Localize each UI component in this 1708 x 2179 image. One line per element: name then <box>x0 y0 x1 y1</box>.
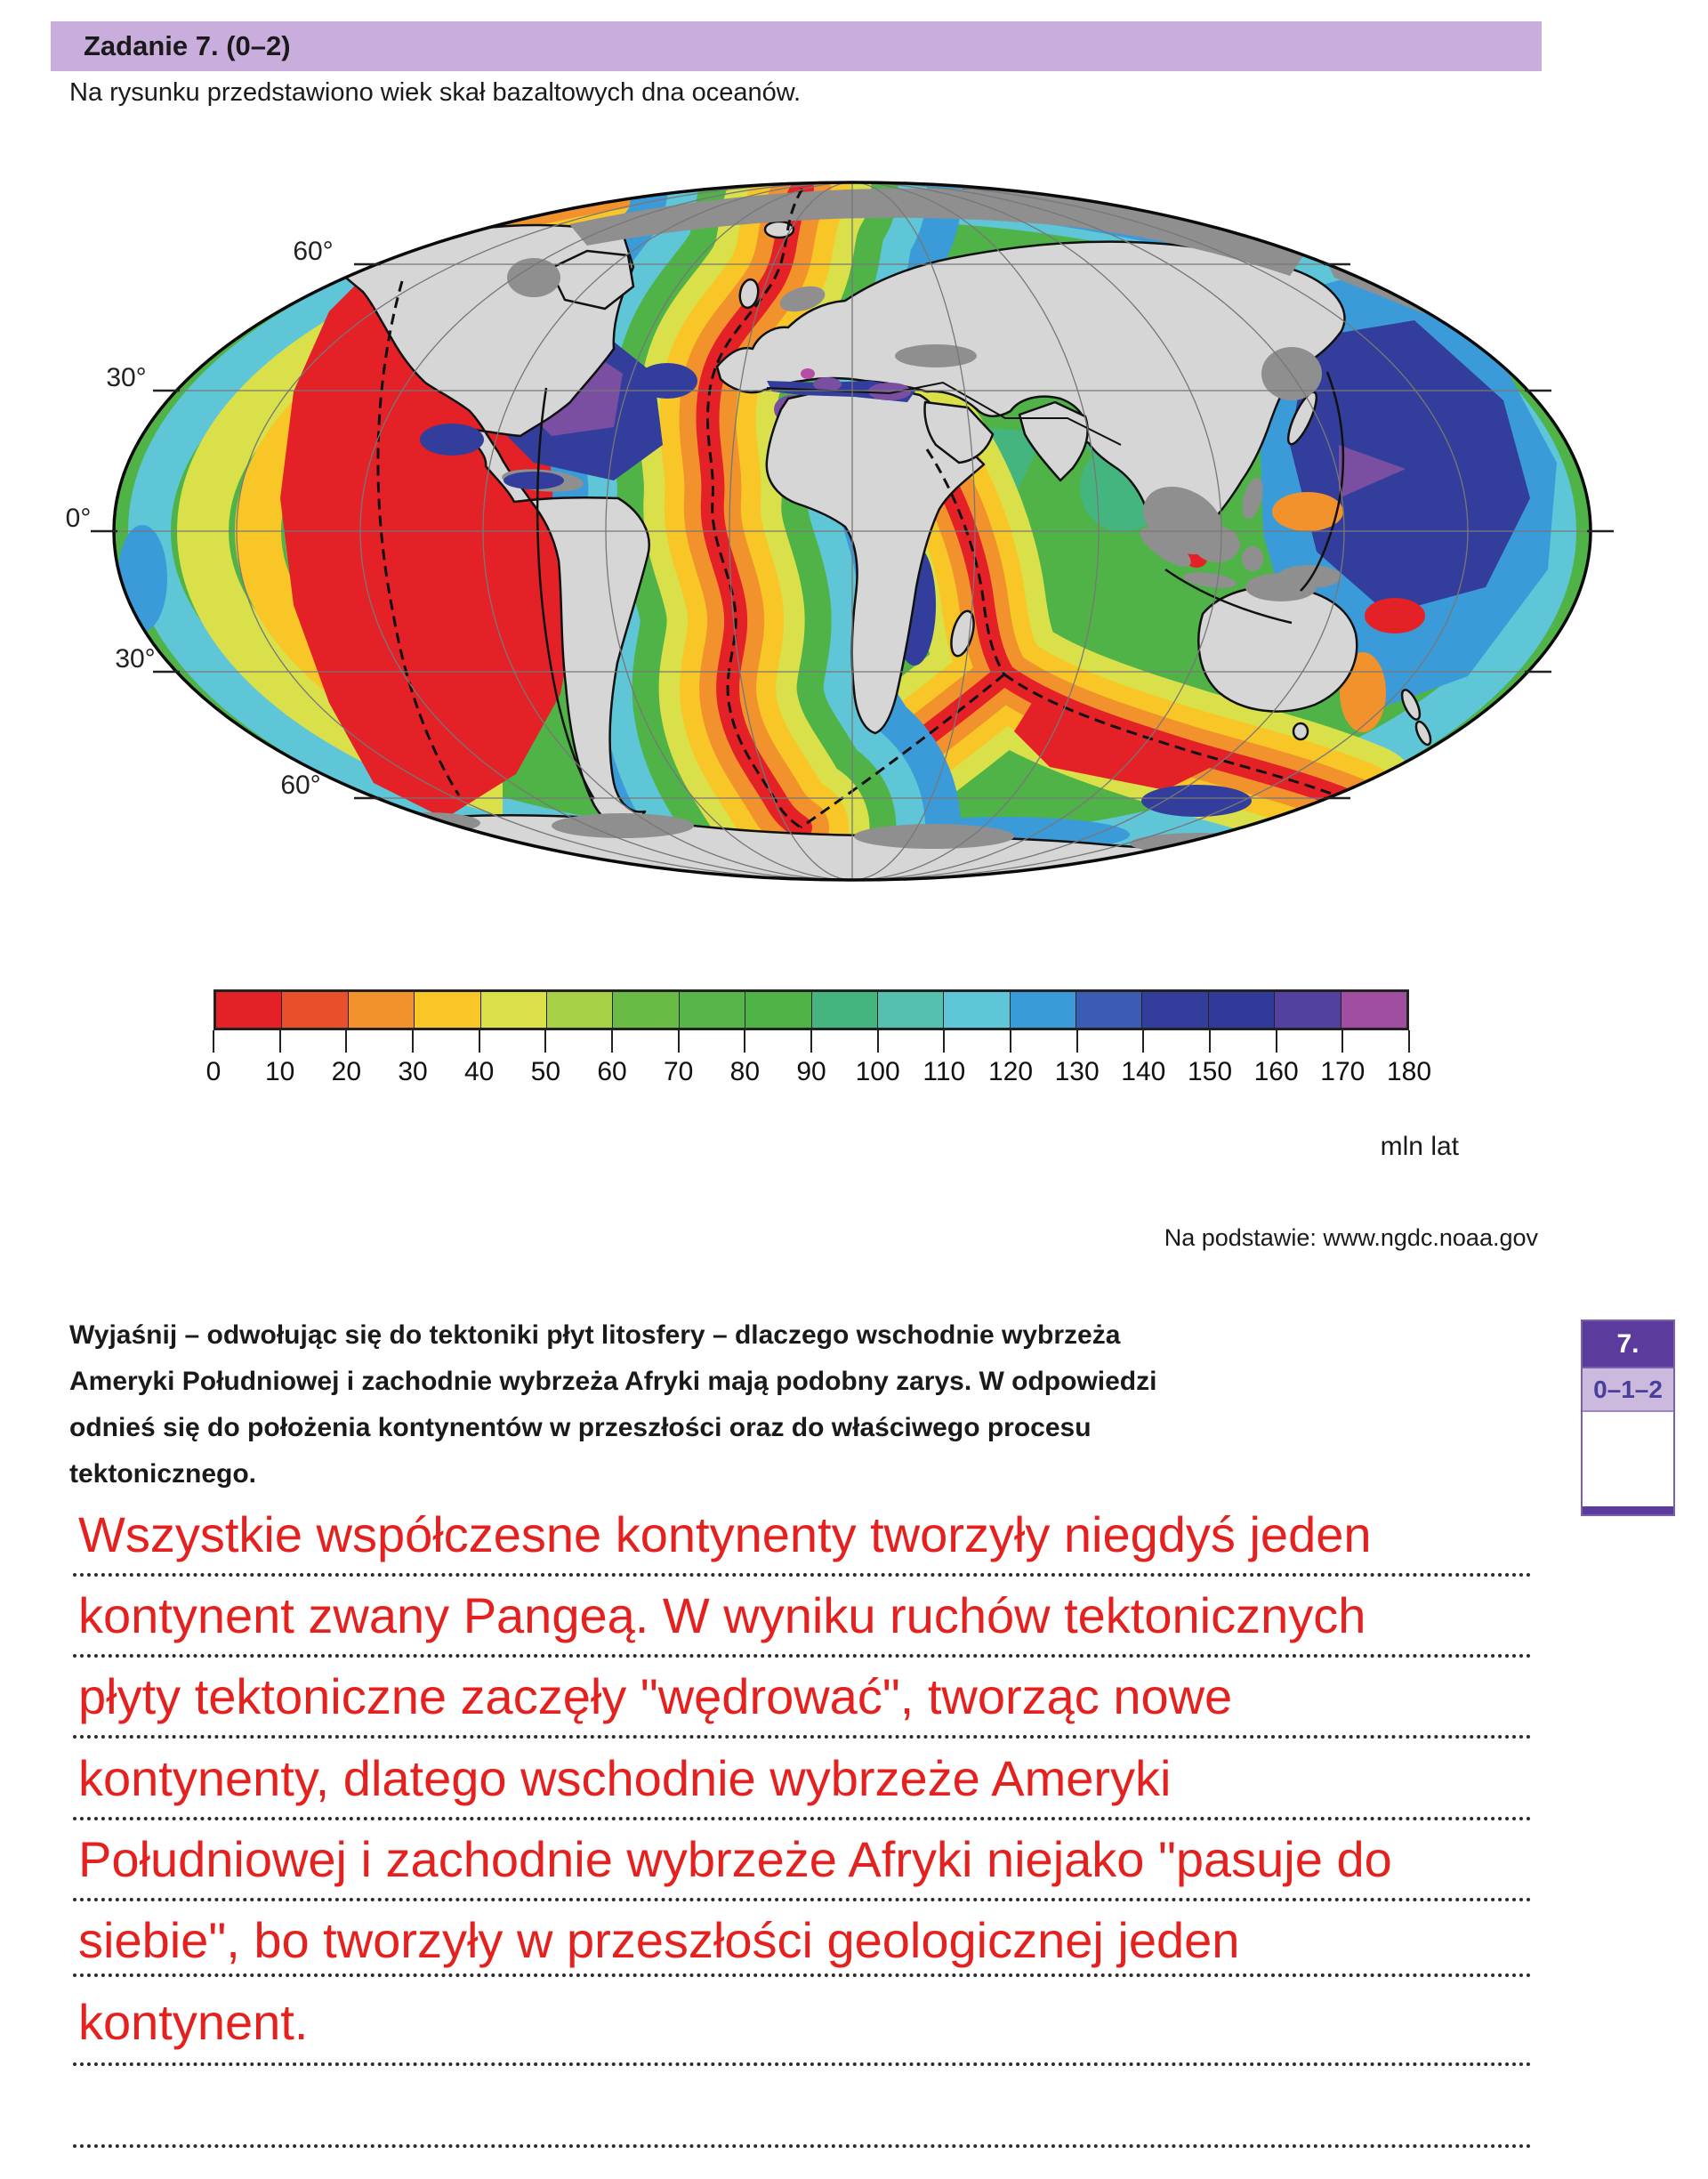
answer-rule-line[interactable] <box>73 2062 1532 2066</box>
answer-text-line: kontynent zwany Pangeą. W wyniku ruchów tektonicznych <box>78 1587 1366 1643</box>
colorbar-tick-value: 80 <box>729 1057 761 1086</box>
colorbar-tick-value: 110 <box>922 1057 966 1086</box>
colorbar-tick <box>877 1030 879 1053</box>
colorbar-tick-value: 170 <box>1320 1057 1366 1086</box>
colorbar-cell <box>1141 992 1207 1028</box>
answer-text-line: siebie", bo tworzyły w przeszłości geologicznej jeden <box>78 1912 1240 1968</box>
colorbar-tick <box>412 1030 414 1053</box>
colorbar-tick <box>1408 1030 1410 1053</box>
colorbar-ticks <box>214 1030 1413 1053</box>
question-text <box>69 1312 1156 1497</box>
colorbar-cell <box>281 992 347 1028</box>
colorbar-tick-value: 140 <box>1121 1057 1166 1086</box>
colorbar-cell <box>1208 992 1274 1028</box>
colorbar-cell <box>216 992 281 1028</box>
answer-text-line: kontynenty, dlatego wschodnie wybrzeże Ameryki <box>78 1750 1172 1806</box>
colorbar-tick-value: 70 <box>663 1057 694 1086</box>
colorbar-tick-value: 120 <box>987 1057 1034 1086</box>
colorbar-cell <box>877 992 943 1028</box>
colorbar-cell <box>811 992 877 1028</box>
colorbar-tick-value: 160 <box>1253 1057 1299 1086</box>
colorbar-cell <box>1274 992 1340 1028</box>
colorbar-tick-value: 100 <box>855 1057 900 1086</box>
answer-rule-line[interactable] <box>73 1654 1532 1658</box>
colorbar-cell <box>546 992 612 1028</box>
answer-rule-line[interactable] <box>73 1898 1532 1901</box>
latitude-label: 30° <box>106 363 147 392</box>
colorbar-tick-value: 0 <box>205 1057 222 1086</box>
colorbar-tick <box>611 1030 613 1053</box>
figure-source: Na podstawie: www.ngdc.noaa.gov <box>1164 1224 1538 1251</box>
task-header: Zadanie 7. (0–2) <box>51 21 1542 71</box>
colorbar-cell <box>414 992 479 1028</box>
answer-rule-line[interactable] <box>73 1817 1532 1820</box>
colorbar-tick <box>213 1030 214 1053</box>
answer-text-line: Południowej i zachodnie wybrzeże Afryki niejako "pasuje do <box>78 1831 1392 1887</box>
colorbar-tick <box>544 1030 546 1053</box>
colorbar-tick-value: 20 <box>331 1057 362 1086</box>
colorbar-tick-value: 10 <box>264 1057 295 1086</box>
colorbar-tick-value: 90 <box>796 1057 826 1086</box>
colorbar-tick <box>744 1030 745 1053</box>
question-line: odnieś się do położenia kontynentów w przeszłości oraz do właściwego procesu <box>69 1413 1092 1442</box>
colorbar-tick-value: 130 <box>1054 1057 1100 1086</box>
score-box-bottom-bar <box>1583 1506 1673 1514</box>
score-box <box>1581 1320 1675 1516</box>
colorbar-tick <box>345 1030 347 1053</box>
colorbar-tick-labels <box>205 1057 1432 1093</box>
colorbar-tick <box>1142 1030 1144 1053</box>
latitude-label: 60° <box>280 771 321 800</box>
answer-text-line: kontynent. <box>78 1994 309 2050</box>
latitude-label: 60° <box>293 237 334 266</box>
colorbar-cell <box>1010 992 1076 1028</box>
colorbar-cell <box>1341 992 1406 1028</box>
colorbar-cell <box>1076 992 1141 1028</box>
answer-rule-line[interactable] <box>73 1973 1532 1977</box>
colorbar-tick <box>1276 1030 1277 1053</box>
colorbar-tick-value: 60 <box>597 1057 627 1086</box>
answer-rule-line[interactable] <box>73 1735 1532 1739</box>
colorbar-tick <box>479 1030 480 1053</box>
seafloor-age-map <box>0 0 1708 961</box>
task-intro: Na rysunku przedstawiono wiek skał bazaltowych dna oceanów. <box>69 78 802 107</box>
answer-rule-line[interactable] <box>73 2144 1532 2148</box>
colorbar-tick-value: 40 <box>463 1057 495 1086</box>
colorbar-cell <box>480 992 546 1028</box>
colorbar-tick-value: 150 <box>1187 1057 1233 1086</box>
colorbar-cell <box>612 992 678 1028</box>
question-line: Ameryki Południowej i zachodnie wybrzeża Afryki mają podobny zarys. W odpowiedzi <box>69 1367 1157 1396</box>
colorbar-cell <box>943 992 1009 1028</box>
score-box-task-number: 7. <box>1583 1321 1673 1367</box>
colorbar-tick <box>943 1030 945 1053</box>
colorbar-cell <box>679 992 745 1028</box>
colorbar-tick <box>1010 1030 1011 1053</box>
colorbar-tick-value: 30 <box>398 1057 428 1086</box>
latitude-label: 30° <box>115 644 156 674</box>
colorbar-cell <box>348 992 414 1028</box>
score-box-points-scale: 0–1–2 <box>1583 1367 1673 1410</box>
question-line: Wyjaśnij – odwołując się do tektoniki płyt litosfery – dlaczego wschodnie wybrzeża <box>69 1320 1121 1350</box>
score-box-empty-cell[interactable] <box>1583 1410 1673 1506</box>
answer-text-line: Wszystkie współczesne kontynenty tworzyły niegdyś jeden <box>78 1506 1372 1562</box>
answer-rule-line[interactable] <box>73 1573 1532 1577</box>
question-line: tektonicznego. <box>69 1459 257 1489</box>
colorbar-tick <box>1341 1030 1343 1053</box>
colorbar-tick <box>1209 1030 1211 1053</box>
colorbar-tick-value: 180 <box>1386 1057 1432 1086</box>
colorbar-unit: mln lat <box>1380 1132 1459 1161</box>
age-colorbar <box>214 989 1409 1030</box>
answer-text-line: płyty tektoniczne zaczęły "wędrować", tworząc nowe <box>78 1668 1233 1724</box>
colorbar-tick-value: 50 <box>530 1057 561 1086</box>
colorbar-tick <box>810 1030 812 1053</box>
colorbar-tick <box>1076 1030 1078 1053</box>
colorbar-tick <box>678 1030 680 1053</box>
latitude-label: 0° <box>65 504 92 533</box>
colorbar-cell <box>745 992 810 1028</box>
seafloor-age-map-figure <box>0 0 1708 961</box>
colorbar-tick <box>279 1030 281 1053</box>
